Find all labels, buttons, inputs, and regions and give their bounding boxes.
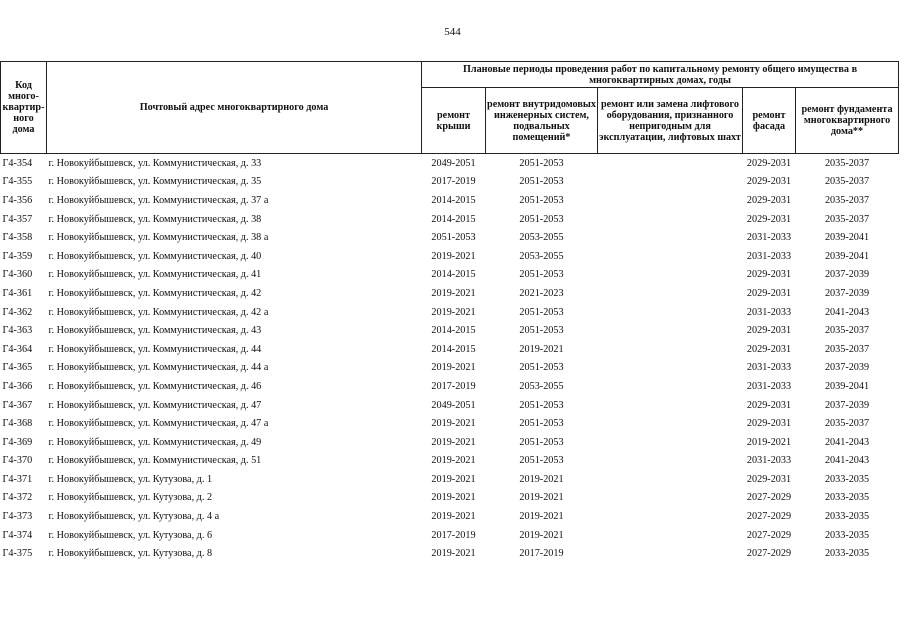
cell-roof: 2019-2021 (431, 548, 476, 560)
cell-facade: 2029-2031 (746, 157, 792, 169)
cell-roof: 2049-2051 (431, 157, 476, 169)
cell-foundation: 2035-2037 (824, 418, 870, 430)
table-row (1, 266, 899, 285)
cell-lift (598, 321, 743, 340)
cell-roof: 2019-2021 (431, 362, 476, 374)
cell-facade: 2029-2031 (746, 176, 792, 188)
cell-facade: 2027-2029 (746, 529, 792, 541)
cell-address: г. Новокуйбышевск, ул. Коммунистическая, д. 44 (48, 343, 262, 355)
cell-code: Г4-365 (2, 362, 33, 374)
cell-facade: 2029-2031 (746, 399, 792, 411)
cell-foundation: 2035-2037 (824, 343, 870, 355)
cell-foundation: 2033-2035 (824, 473, 870, 485)
cell-roof: 2014-2015 (431, 343, 476, 355)
cell-roof: 2019-2021 (431, 473, 476, 485)
table-header (1, 62, 899, 154)
cell-foundation: 2037-2039 (824, 287, 870, 299)
cell-code: Г4-371 (2, 473, 33, 485)
cell-lift (598, 247, 743, 266)
cell-engineering: 2051-2053 (519, 176, 564, 188)
cell-address: г. Новокуйбышевск, ул. Коммунистическая, д. 42 (48, 287, 262, 299)
cell-code: Г4-370 (2, 455, 33, 467)
cell-code: Г4-363 (2, 325, 33, 337)
table-row (1, 470, 899, 489)
cell-code: Г4-360 (2, 269, 33, 281)
cell-facade: 2027-2029 (746, 548, 792, 560)
table-row (1, 396, 899, 415)
cell-roof: 2014-2015 (431, 269, 476, 281)
cell-roof: 2019-2021 (431, 306, 476, 318)
cell-roof: 2014-2015 (431, 213, 476, 225)
cell-code: Г4-372 (2, 492, 33, 504)
cell-engineering: 2051-2053 (519, 157, 564, 169)
cell-foundation: 2039-2041 (824, 250, 870, 262)
cell-roof: 2017-2019 (431, 380, 476, 392)
header-lift: ремонт или замена лифтового оборудования, признанного непригодным для эксплуатации, лифтовых шахт (598, 88, 743, 154)
cell-foundation: 2039-2041 (824, 232, 870, 244)
cell-address: г. Новокуйбышевск, ул. Коммунистическая, д. 33 (48, 157, 262, 169)
header-periods-group: Плановые периоды проведения работ по капитальному ремонту общего имущества в многоквартирных домах, годы (422, 62, 899, 88)
cell-roof: 2019-2021 (431, 250, 476, 262)
cell-address: г. Новокуйбышевск, ул. Кутузова, д. 8 (48, 548, 213, 560)
cell-facade: 2031-2033 (746, 380, 792, 392)
cell-address: г. Новокуйбышевск, ул. Коммунистическая, д. 42 а (48, 306, 269, 318)
table-row (1, 228, 899, 247)
repair-schedule-table (0, 61, 899, 563)
cell-roof: 2019-2021 (431, 492, 476, 504)
cell-foundation: 2039-2041 (824, 380, 870, 392)
cell-facade: 2031-2033 (746, 455, 792, 467)
cell-address: г. Новокуйбышевск, ул. Коммунистическая, д. 38 а (48, 232, 269, 244)
table-row (1, 489, 899, 508)
cell-foundation: 2035-2037 (824, 176, 870, 188)
header-code: Код много-квартир-ного дома (1, 62, 47, 154)
header-foundation: ремонт фундамента многоквартирного дома** (796, 88, 899, 154)
cell-lift (598, 507, 743, 526)
cell-engineering: 2019-2021 (519, 343, 564, 355)
cell-lift (598, 228, 743, 247)
cell-address: г. Новокуйбышевск, ул. Коммунистическая, д. 46 (48, 380, 262, 392)
table-row (1, 284, 899, 303)
table-row (1, 210, 899, 229)
table-row (1, 507, 899, 526)
cell-roof: 2019-2021 (431, 511, 476, 523)
cell-lift (598, 414, 743, 433)
cell-engineering: 2053-2055 (519, 380, 564, 392)
cell-address: г. Новокуйбышевск, ул. Коммунистическая, д. 35 (48, 176, 262, 188)
cell-engineering: 2051-2053 (519, 455, 564, 467)
cell-facade: 2029-2031 (746, 287, 792, 299)
cell-roof: 2051-2053 (431, 232, 476, 244)
cell-lift (598, 303, 743, 322)
cell-roof: 2019-2021 (431, 287, 476, 299)
cell-code: Г4-362 (2, 306, 33, 318)
table-row (1, 359, 899, 378)
cell-lift (598, 191, 743, 210)
cell-lift (598, 210, 743, 229)
table-row (1, 377, 899, 396)
cell-lift (598, 433, 743, 452)
cell-facade: 2029-2031 (746, 213, 792, 225)
table-row (1, 414, 899, 433)
cell-foundation: 2035-2037 (824, 157, 870, 169)
table-row (1, 544, 899, 563)
cell-foundation: 2033-2035 (824, 511, 870, 523)
cell-engineering: 2051-2053 (519, 418, 564, 430)
cell-roof: 2019-2021 (431, 455, 476, 467)
table-row (1, 526, 899, 545)
cell-lift (598, 396, 743, 415)
cell-facade: 2029-2031 (746, 269, 792, 281)
cell-code: Г4-359 (2, 250, 33, 262)
cell-lift (598, 340, 743, 359)
cell-roof: 2049-2051 (431, 399, 476, 411)
cell-facade: 2031-2033 (746, 232, 792, 244)
cell-lift (598, 173, 743, 192)
cell-code: Г4-355 (2, 176, 33, 188)
cell-code: Г4-366 (2, 380, 33, 392)
cell-roof: 2014-2015 (431, 194, 476, 206)
cell-engineering: 2051-2053 (519, 213, 564, 225)
cell-lift (598, 526, 743, 545)
cell-code: Г4-369 (2, 436, 33, 448)
cell-code: Г4-364 (2, 343, 33, 355)
header-engineering: ремонт внутридомовых инженерных систем, подвальных помещений* (486, 88, 598, 154)
cell-address: г. Новокуйбышевск, ул. Кутузова, д. 2 (48, 492, 213, 504)
cell-roof: 2017-2019 (431, 176, 476, 188)
cell-code: Г4-368 (2, 418, 33, 430)
cell-code: Г4-357 (2, 213, 33, 225)
cell-code: Г4-374 (2, 529, 33, 541)
cell-foundation: 2035-2037 (824, 325, 870, 337)
cell-address: г. Новокуйбышевск, ул. Коммунистическая, д. 47 а (48, 418, 269, 430)
cell-foundation: 2035-2037 (824, 213, 870, 225)
cell-engineering: 2051-2053 (519, 306, 564, 318)
cell-engineering: 2053-2055 (519, 250, 564, 262)
cell-facade: 2029-2031 (746, 343, 792, 355)
cell-foundation: 2033-2035 (824, 548, 870, 560)
cell-facade: 2031-2033 (746, 250, 792, 262)
cell-address: г. Новокуйбышевск, ул. Коммунистическая, д. 47 (48, 399, 262, 411)
table-row (1, 452, 899, 471)
cell-facade: 2027-2029 (746, 511, 792, 523)
cell-code: Г4-375 (2, 548, 33, 560)
cell-lift (598, 544, 743, 563)
cell-foundation: 2041-2043 (824, 455, 870, 467)
cell-engineering: 2053-2055 (519, 232, 564, 244)
cell-engineering: 2051-2053 (519, 194, 564, 206)
cell-address: г. Новокуйбышевск, ул. Коммунистическая, д. 37 а (48, 194, 269, 206)
cell-roof: 2019-2021 (431, 436, 476, 448)
header-address: Почтовый адрес многоквартирного дома (47, 62, 422, 154)
cell-engineering: 2019-2021 (519, 492, 564, 504)
cell-foundation: 2041-2043 (824, 306, 870, 318)
cell-address: г. Новокуйбышевск, ул. Коммунистическая, д. 43 (48, 325, 262, 337)
cell-code: Г4-361 (2, 287, 33, 299)
cell-foundation: 2033-2035 (824, 529, 870, 541)
header-facade: ремонт фасада (743, 88, 796, 154)
cell-address: г. Новокуйбышевск, ул. Кутузова, д. 6 (48, 529, 213, 541)
cell-lift (598, 377, 743, 396)
cell-engineering: 2051-2053 (519, 436, 564, 448)
cell-foundation: 2041-2043 (824, 436, 870, 448)
cell-engineering: 2019-2021 (519, 511, 564, 523)
page-number: 544 (444, 26, 461, 38)
cell-code: Г4-373 (2, 511, 33, 523)
cell-lift (598, 284, 743, 303)
table-row (1, 154, 899, 173)
table-row (1, 303, 899, 322)
cell-engineering: 2051-2053 (519, 399, 564, 411)
cell-address: г. Новокуйбышевск, ул. Кутузова, д. 4 а (48, 511, 220, 523)
table-row (1, 191, 899, 210)
cell-address: г. Новокуйбышевск, ул. Кутузова, д. 1 (48, 473, 213, 485)
cell-code: Г4-354 (2, 157, 33, 169)
cell-lift (598, 266, 743, 285)
cell-lift (598, 359, 743, 378)
cell-roof: 2014-2015 (431, 325, 476, 337)
cell-code: Г4-356 (2, 194, 33, 206)
cell-engineering: 2051-2053 (519, 362, 564, 374)
cell-foundation: 2037-2039 (824, 362, 870, 374)
cell-engineering: 2021-2023 (519, 287, 564, 299)
table-row (1, 340, 899, 359)
cell-roof: 2017-2019 (431, 529, 476, 541)
cell-lift (598, 452, 743, 471)
cell-facade: 2029-2031 (746, 418, 792, 430)
header-roof: ремонт крыши (422, 88, 486, 154)
cell-facade: 2031-2033 (746, 306, 792, 318)
cell-engineering: 2019-2021 (519, 473, 564, 485)
table-row (1, 321, 899, 340)
table-row (1, 247, 899, 266)
cell-facade: 2031-2033 (746, 362, 792, 374)
cell-lift (598, 489, 743, 508)
cell-foundation: 2037-2039 (824, 269, 870, 281)
cell-foundation: 2033-2035 (824, 492, 870, 504)
cell-address: г. Новокуйбышевск, ул. Коммунистическая, д. 51 (48, 455, 262, 467)
cell-lift (598, 154, 743, 173)
cell-address: г. Новокуйбышевск, ул. Коммунистическая, д. 41 (48, 269, 262, 281)
cell-facade: 2027-2029 (746, 492, 792, 504)
cell-lift (598, 470, 743, 489)
table-body (1, 154, 899, 564)
cell-engineering: 2051-2053 (519, 325, 564, 337)
table-row (1, 173, 899, 192)
cell-roof: 2019-2021 (431, 418, 476, 430)
cell-facade: 2029-2031 (746, 194, 792, 206)
cell-engineering: 2017-2019 (519, 548, 564, 560)
cell-address: г. Новокуйбышевск, ул. Коммунистическая, д. 38 (48, 213, 262, 225)
cell-facade: 2019-2021 (746, 436, 792, 448)
cell-address: г. Новокуйбышевск, ул. Коммунистическая, д. 49 (48, 436, 262, 448)
cell-facade: 2029-2031 (746, 325, 792, 337)
cell-code: Г4-367 (2, 399, 33, 411)
cell-address: г. Новокуйбышевск, ул. Коммунистическая, д. 44 а (48, 362, 269, 374)
cell-foundation: 2037-2039 (824, 399, 870, 411)
table-row (1, 433, 899, 452)
cell-foundation: 2035-2037 (824, 194, 870, 206)
cell-engineering: 2019-2021 (519, 529, 564, 541)
cell-engineering: 2051-2053 (519, 269, 564, 281)
cell-code: Г4-358 (2, 232, 33, 244)
cell-address: г. Новокуйбышевск, ул. Коммунистическая, д. 40 (48, 250, 262, 262)
cell-facade: 2029-2031 (746, 473, 792, 485)
